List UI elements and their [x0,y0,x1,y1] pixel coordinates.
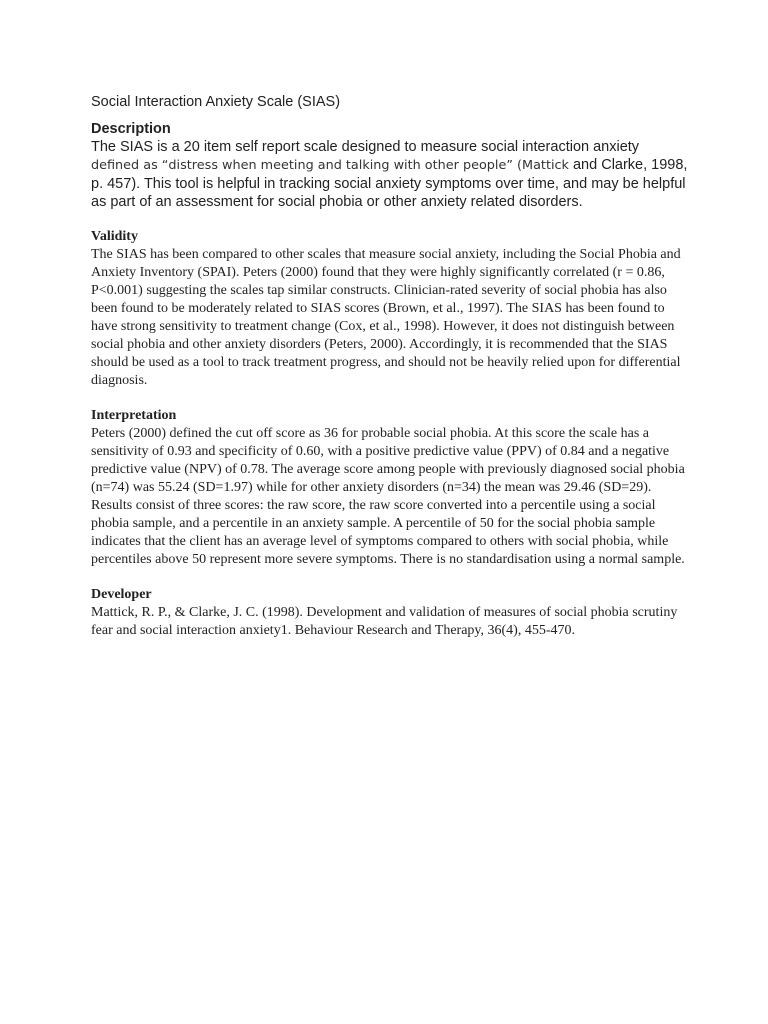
description-text [91,138,691,211]
developer-section [91,586,691,640]
interpretation-section [91,407,691,569]
description-text-part2: and Clarke, 1998, p. 457). This tool is helpful in tracking social anxiety symptoms over time, and may be helpful as part of an assessment for social phobia or other anxiety related disorders. [91,157,688,210]
description-text-part1: The SIAS is a 20 item self report scale designed to measure social interaction anxiety [91,139,640,155]
validity-heading: Validity [91,229,138,244]
document-title: Social Interaction Anxiety Scale (SIAS) [91,94,341,110]
validity-section [91,228,691,390]
document-page [91,93,691,640]
interpretation-heading: Interpretation [91,408,177,423]
description-quote: defined as “distress when meeting and talking with other people” (Mattick [91,158,569,173]
validity-text: The SIAS has been compared to other scales that measure social anxiety, including the Social Phobia and Anxiety Inventory (SPAI). Peters (2000) found that they were highly significantly correlated (r = 0.86, P<0.001) suggesting the scales tap similar constructs. Clinician-rated severity of social phobia has also been found to be moderately related to SIAS scores (Brown, et al., 1997). The SIAS has been found to have strong sensitivity to treatment change (Cox, et al., 1998). However, it does not distinguish between social phobia and other anxiety disorders (Peters, 2000). Accordingly, it is recommended that the SIAS should be used as a tool to track treatment progress, and should not be heavily relied upon for differential diagnosis. [91,247,681,388]
description-section [91,120,691,211]
developer-heading: Developer [91,587,152,602]
developer-reference: Mattick, R. P., & Clarke, J. C. (1998). Development and validation of measures of social phobia scrutiny fear and social interaction anxiety1. Behaviour Research and Therapy, 36(4), 455-470. [91,605,678,638]
interpretation-text-2: Results consist of three scores: the raw score, the raw score converted into a percentile using a social phobia sample, and a percentile in an anxiety sample. A percentile of 50 for the social phobia sample indicates that the client has an average level of symptoms compared to others with social phobia, while percentiles above 50 represent more severe symptoms. There is no standardisation using a normal sample. [91,498,685,567]
interpretation-text-1: Peters (2000) defined the cut off score as 36 for probable social phobia. At this score the scale has a sensitivity of 0.93 and specificity of 0.60, with a positive predictive value (PPV) of 0.84 and a negative predictive value (NPV) of 0.78. The average score among people with previously diagnosed social phobia (n=74) was 55.24 (SD=1.97) while for other anxiety disorders (n=34) the mean was 29.46 (SD=29). [91,426,685,495]
description-heading: Description [91,121,171,137]
